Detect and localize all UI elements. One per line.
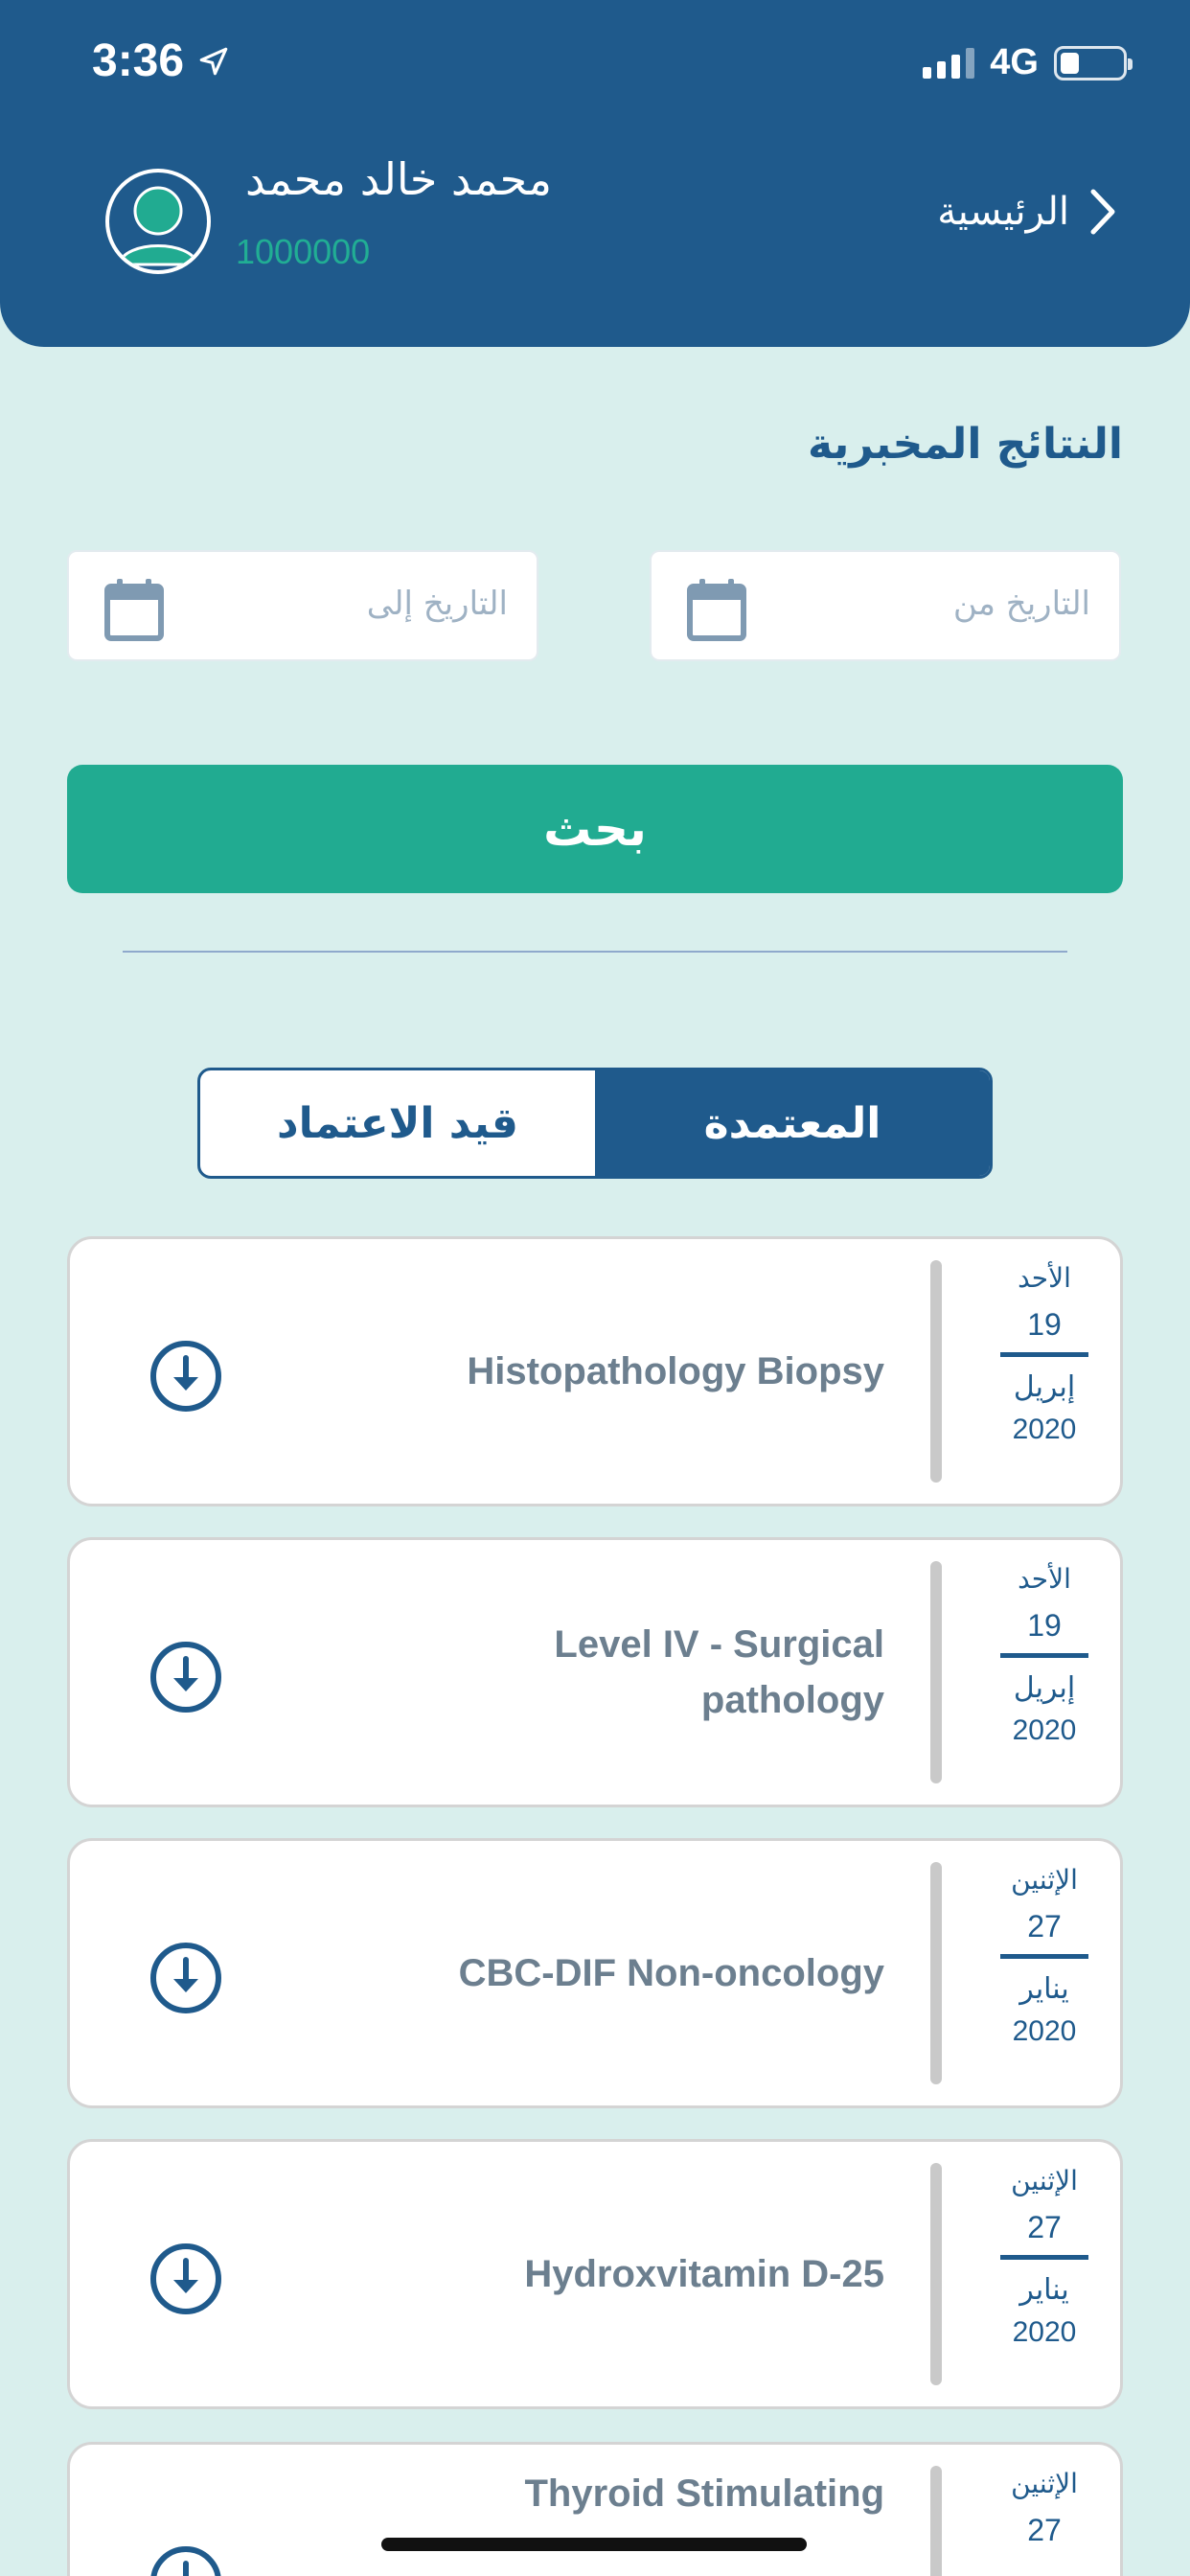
user-name: محمد خالد محمد: [245, 153, 553, 205]
download-icon[interactable]: [149, 2242, 223, 2316]
result-date: [992, 1862, 1097, 2084]
page-title: النتائج المخبرية: [808, 420, 1123, 469]
location-arrow-icon: [197, 45, 230, 78]
calendar-icon[interactable]: [686, 577, 747, 642]
battery-icon: [1054, 46, 1127, 80]
result-date-number: 27: [1027, 2210, 1062, 2244]
tab-pending[interactable]: قيد الاعتماد: [277, 1098, 518, 1148]
result-card[interactable]: [67, 1537, 1123, 1807]
result-card[interactable]: [67, 2442, 1123, 2576]
date-to-placeholder: التاريخ إلى: [366, 585, 508, 623]
result-test-name: Histopathology Biopsy: [467, 1350, 884, 1392]
network-label: 4G: [990, 42, 1039, 82]
result-day: الأحد: [1018, 1563, 1071, 1595]
date-separator: [1000, 2255, 1088, 2260]
result-day: الإثنين: [1011, 1864, 1078, 1896]
result-date: [992, 2466, 1097, 2576]
result-day: الإثنين: [1011, 2468, 1078, 2499]
result-date: [992, 2163, 1097, 2385]
divider: [123, 951, 1067, 953]
download-icon[interactable]: [149, 1941, 223, 2015]
download-icon[interactable]: [149, 1339, 223, 1414]
result-date-number: 27: [1027, 2513, 1062, 2547]
tab-approved[interactable]: المعتمدة: [595, 1070, 990, 1176]
card-separator: [930, 1561, 942, 1783]
result-card[interactable]: [67, 2139, 1123, 2409]
result-month: إبريل: [1013, 1671, 1076, 1705]
result-date: [992, 1260, 1097, 1483]
user-avatar-icon: [109, 172, 207, 270]
date-separator: [1000, 1954, 1088, 1959]
home-label: الرئيسية: [937, 190, 1069, 234]
date-separator: [1000, 1352, 1088, 1357]
date-from-field[interactable]: [650, 550, 1121, 661]
result-test-name: Level IV - Surgical pathology: [554, 1623, 884, 1721]
download-icon[interactable]: [149, 2544, 223, 2576]
status-time: [92, 34, 230, 87]
result-year: 2020: [1012, 2316, 1077, 2348]
user-id: 1000000: [236, 232, 371, 271]
result-test-name: Hydroxvitamin D-25: [524, 2253, 884, 2295]
date-from-placeholder: التاريخ من: [952, 585, 1090, 623]
status-segmented-control: [197, 1068, 993, 1179]
result-month: يناير: [1019, 2273, 1069, 2307]
result-card[interactable]: [67, 1838, 1123, 2108]
result-test-name: CBC-DIF Non-oncology: [458, 1952, 884, 1994]
card-separator: [930, 2466, 942, 2576]
result-card[interactable]: [67, 1236, 1123, 1506]
result-date-number: 19: [1027, 1307, 1062, 1342]
calendar-icon[interactable]: [103, 577, 165, 642]
result-month: يناير: [1019, 1972, 1069, 2006]
result-date-number: 19: [1027, 1608, 1062, 1643]
result-day: الأحد: [1018, 1262, 1071, 1294]
app-header: [0, 0, 1190, 347]
result-year: 2020: [1012, 2015, 1077, 2047]
date-to-field[interactable]: [67, 550, 538, 661]
result-day: الإثنين: [1011, 2165, 1078, 2196]
avatar[interactable]: [105, 169, 211, 274]
result-month: إبريل: [1013, 1370, 1076, 1404]
result-date-number: 27: [1027, 1909, 1062, 1944]
signal-icon: [923, 48, 974, 79]
date-separator: [1000, 1653, 1088, 1658]
result-date: [992, 1561, 1097, 1783]
result-year: 2020: [1012, 1714, 1077, 1746]
card-separator: [930, 2163, 942, 2385]
result-year: 2020: [1012, 1414, 1077, 1445]
search-button[interactable]: بحث: [67, 765, 1123, 893]
card-separator: [930, 1862, 942, 2084]
home-nav-link[interactable]: [937, 188, 1117, 236]
home-indicator[interactable]: [381, 2538, 807, 2551]
chevron-right-icon: [1088, 188, 1117, 236]
status-time-text: 3:36: [92, 35, 185, 86]
download-icon[interactable]: [149, 1640, 223, 1714]
status-indicators: [923, 42, 1127, 83]
result-test-name: Thyroid Stimulating: [524, 2472, 884, 2515]
card-separator: [930, 1260, 942, 1483]
